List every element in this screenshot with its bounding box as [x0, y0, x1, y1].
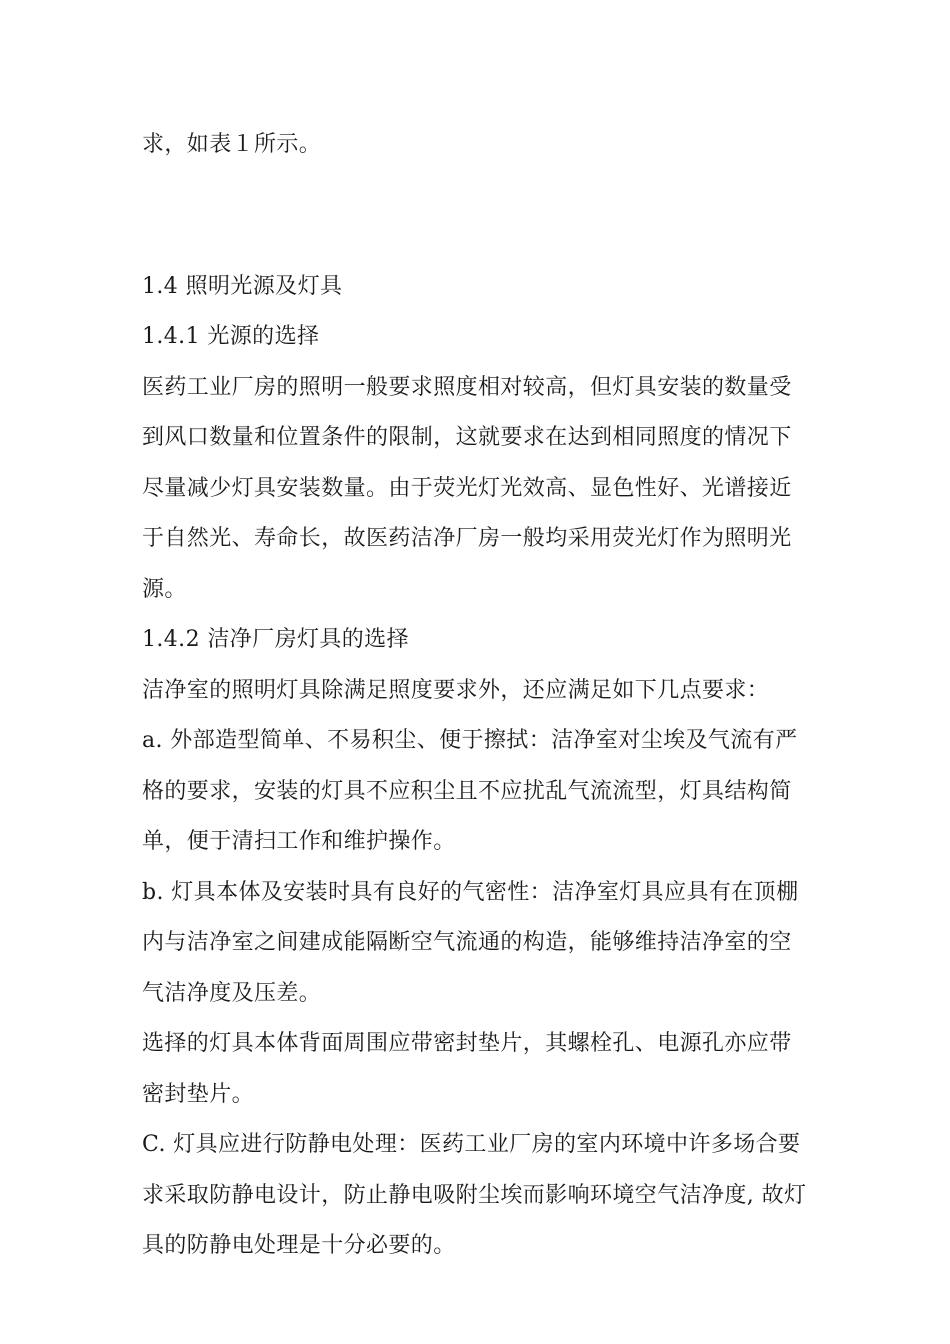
text-line: 于自然光、寿命长，故医药洁净厂房一般均采用荧光灯作为照明光	[142, 526, 792, 551]
text-line: 具的防静电处理是十分必要的。	[142, 1233, 456, 1258]
document-body	[142, 120, 822, 1272]
list-item-a: a. 外部造型简单、不易积尘、便于擦拭：洁净室对尘埃及气流有严	[142, 728, 798, 753]
text-line: 选择的灯具本体背面周围应带密封垫片，其螺栓孔、电源孔亦应带	[142, 1031, 792, 1056]
text-line: 密封垫片。	[142, 1081, 255, 1107]
text-line: 尽量减少灯具安装数量。由于荧光灯光效高、显色性好、光谱接近	[142, 475, 792, 501]
subsection-heading: 1.4.2 洁净厂房灯具的选择	[142, 627, 409, 652]
text-line: 到风口数量和位置条件的限制，这就要求在达到相同照度的情况下	[142, 425, 792, 450]
text-line: 格的要求，安装的灯具不应积尘且不应扰乱气流流型，灯具结构简	[142, 778, 792, 804]
paragraph-gap	[142, 171, 822, 262]
text-line: 求，如表１所示。	[142, 132, 322, 157]
text-line: 内与洁净室之间建成能隔断空气流通的构造，能够维持洁净室的空	[142, 930, 792, 955]
text-line: 洁净室的照明灯具除满足照度要求外，还应满足如下几点要求：	[142, 677, 770, 703]
text-line: 单，便于清扫工作和维护操作。	[142, 829, 456, 854]
text-line: 源。	[142, 576, 187, 602]
subsection-heading: 1.4.1 光源的选择	[142, 324, 320, 349]
section-heading: 1.4 照明光源及灯具	[142, 273, 343, 299]
list-item-b: b. 灯具本体及安装时具有良好的气密性：洁净室灯具应具有在顶棚	[142, 879, 799, 905]
text-line: 气洁净度及压差。	[142, 980, 322, 1006]
text-line: 求采取防静电设计，防止静电吸附尘埃而影响环境空气洁净度, 故灯	[142, 1182, 807, 1208]
text-line: 医药工业厂房的照明一般要求照度相对较高，但灯具安装的数量受	[142, 374, 792, 400]
list-item-c: C. 灯具应进行防静电处理：医药工业厂房的室内环境中许多场合要	[142, 1132, 801, 1157]
